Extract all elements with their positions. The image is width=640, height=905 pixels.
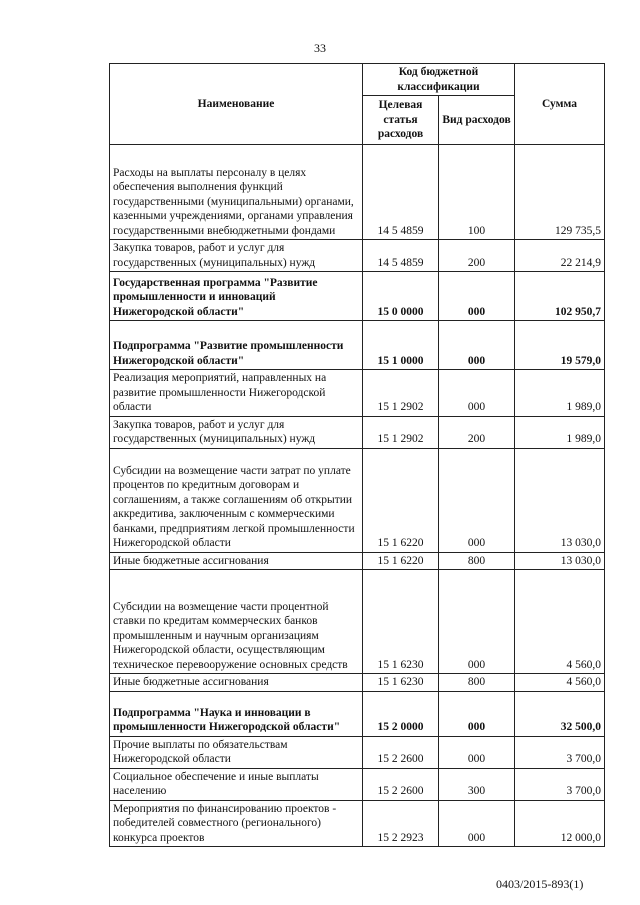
row-expense-type: 000: [439, 448, 515, 552]
row-name: Подпрограмма "Развитие промышленности Нижегородской области": [110, 321, 363, 370]
table-row: [110, 800, 605, 847]
row-sum: 1 989,0: [515, 416, 605, 448]
row-sum: 3 700,0: [515, 736, 605, 768]
row-expense-type: 000: [439, 370, 515, 417]
row-target-code: 15 1 2902: [363, 370, 439, 417]
row-target-code: 15 1 6230: [363, 570, 439, 674]
row-target-code: 14 5 4859: [363, 240, 439, 272]
table-row: [110, 552, 605, 570]
budget-table: [109, 63, 605, 847]
row-sum: 1 989,0: [515, 370, 605, 417]
table-row: [110, 370, 605, 417]
row-name: Иные бюджетные ассигнования: [110, 552, 363, 570]
row-sum: 19 579,0: [515, 321, 605, 370]
row-expense-type: 800: [439, 674, 515, 692]
row-name: Государственная программа "Развитие промышленности и инноваций Нижегородской области": [110, 272, 363, 321]
document-code: 0403/2015-893(1): [496, 877, 584, 891]
row-sum: 32 500,0: [515, 691, 605, 736]
table-row: [110, 416, 605, 448]
row-expense-type: 000: [439, 321, 515, 370]
row-sum: 3 700,0: [515, 768, 605, 800]
header-target: Целевая статья расходов: [363, 96, 439, 145]
header-sum: Сумма: [515, 64, 605, 145]
row-name: Социальное обеспечение и иные выплаты населению: [110, 768, 363, 800]
row-sum: 12 000,0: [515, 800, 605, 847]
table-row: [110, 272, 605, 321]
row-name: Реализация мероприятий, направленных на развитие промышленности Нижегородской области: [110, 370, 363, 417]
row-expense-type: 300: [439, 768, 515, 800]
row-name: Мероприятия по финансированию проектов - победителей совместного (регионального) конкурса проектов: [110, 800, 363, 847]
row-name: Закупка товаров, работ и услуг для государственных (муниципальных) нужд: [110, 416, 363, 448]
row-name: Закупка товаров, работ и услуг для государственных (муниципальных) нужд: [110, 240, 363, 272]
row-target-code: 15 2 2600: [363, 736, 439, 768]
row-target-code: 15 0 0000: [363, 272, 439, 321]
row-sum: 4 560,0: [515, 570, 605, 674]
row-name: Подпрограмма "Наука и инновации в промышленности Нижегородской области": [110, 691, 363, 736]
row-target-code: 15 2 2600: [363, 768, 439, 800]
table-row: [110, 736, 605, 768]
page-number: 33: [314, 41, 326, 55]
row-target-code: 15 1 6220: [363, 552, 439, 570]
row-sum: 129 735,5: [515, 145, 605, 240]
row-target-code: 15 1 2902: [363, 416, 439, 448]
row-name: Иные бюджетные ассигнования: [110, 674, 363, 692]
row-target-code: 15 1 6230: [363, 674, 439, 692]
row-target-code: 15 1 6220: [363, 448, 439, 552]
row-expense-type: 200: [439, 240, 515, 272]
row-name: Расходы на выплаты персоналу в целях обеспечения выполнения функций государственными (муниципальными) органами, казенными учреждениями, органами управления государственными внебюджетными фондами: [110, 145, 363, 240]
table-row: [110, 570, 605, 674]
row-expense-type: 800: [439, 552, 515, 570]
row-sum: 13 030,0: [515, 448, 605, 552]
table-row: [110, 240, 605, 272]
row-expense-type: 100: [439, 145, 515, 240]
row-sum: 13 030,0: [515, 552, 605, 570]
row-target-code: 14 5 4859: [363, 145, 439, 240]
row-expense-type: 200: [439, 416, 515, 448]
table-row: [110, 321, 605, 370]
row-name: Прочие выплаты по обязательствам Нижегородской области: [110, 736, 363, 768]
row-sum: 22 214,9: [515, 240, 605, 272]
header-type: Вид расходов: [439, 96, 515, 145]
table-row: [110, 691, 605, 736]
table-row: [110, 145, 605, 240]
table-row: [110, 768, 605, 800]
header-name: Наименование: [110, 64, 363, 145]
table-row: [110, 674, 605, 692]
row-sum: 4 560,0: [515, 674, 605, 692]
row-name: Субсидии на возмещение части процентной ставки по кредитам коммерческих банков промышленным и научным организациям Нижегородской области, осуществляющим техническое перевооружение основных средств: [110, 570, 363, 674]
row-name: Субсидии на возмещение части затрат по уплате процентов по кредитным договорам и соглашениям, а также соглашениям об открытии аккредитива, заключенным с коммерческими банками, предприятиям легкой промышленности Нижегородской области: [110, 448, 363, 552]
row-expense-type: 000: [439, 570, 515, 674]
row-target-code: 15 2 2923: [363, 800, 439, 847]
table-row: [110, 448, 605, 552]
row-expense-type: 000: [439, 800, 515, 847]
row-expense-type: 000: [439, 691, 515, 736]
row-expense-type: 000: [439, 736, 515, 768]
row-target-code: 15 2 0000: [363, 691, 439, 736]
row-expense-type: 000: [439, 272, 515, 321]
row-target-code: 15 1 0000: [363, 321, 439, 370]
row-sum: 102 950,7: [515, 272, 605, 321]
header-kbk: Код бюджетной классификации: [363, 64, 515, 96]
